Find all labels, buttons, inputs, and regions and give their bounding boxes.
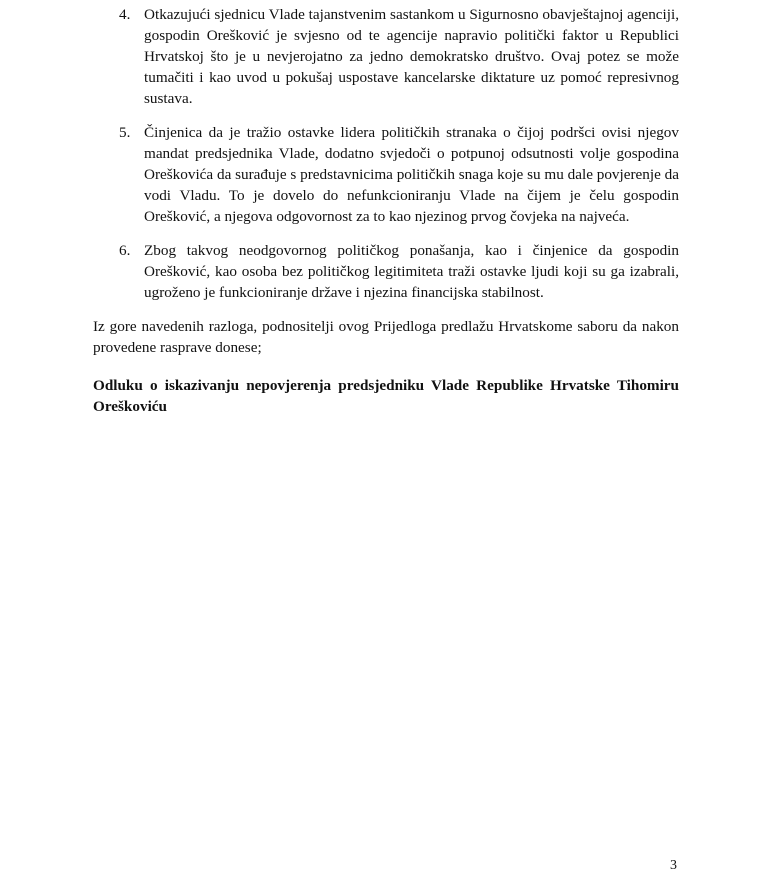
list-number: 4. — [119, 6, 131, 23]
list-text: Otkazujući sjednicu Vlade tajanstvenim sastankom u Sigurnosno obavještajnoj agenciji, gospodin Orešković je svjesno od te agencije napravio politički faktor u Republici Hrvatskoj što je u nevjerojatno za jedno demokratsko društvo. Ovaj potez se može tumačiti i kao uvod u pokušaj uspostave kancelarske diktature uz pomoć represivnog sustava. — [144, 6, 679, 107]
list-item-5 — [119, 122, 679, 227]
list-item-6 — [119, 240, 679, 303]
list-number: 5. — [119, 124, 131, 141]
page-number: 3 — [670, 858, 677, 873]
list-text: Zbog takvog neodgovornog političkog ponašanja, kao i činjenice da gospodin Orešković, kao osoba bez političkog legitimiteta traži ostavke ljudi koji su ga izabrali, ugroženo je funkcioniranje države i njezina financijska stabilnost. — [144, 242, 679, 301]
list-number: 6. — [119, 242, 131, 259]
list-text: Činjenica da je tražio ostavke lidera političkih stranaka o čijoj podršci ovisi njegov mandat predsjednika Vlade, dodatno svjedoči o potpunoj odsutnosti volje gospodina Oreškovića da surađuje s predstavnicima političkih snaga koje su mu dale povjerenje da vodi Vladu. To je dovelo do nefunkcioniranju Vlade na čijem je čelu gospodin Orešković, a njegova odgovornost za to kao njezinog prvog čovjeka na najveća. — [144, 124, 679, 225]
decision-title: Odluku o iskazivanju nepovjerenja predsjedniku Vlade Republike Hrvatske Tihomiru Oreškoviću — [93, 377, 679, 415]
intro-paragraph: Iz gore navedenih razloga, podnositelji ovog Prijedloga predlažu Hrvatskome saboru da nakon provedene rasprave donese; — [93, 318, 679, 356]
list-item-4 — [119, 4, 679, 109]
